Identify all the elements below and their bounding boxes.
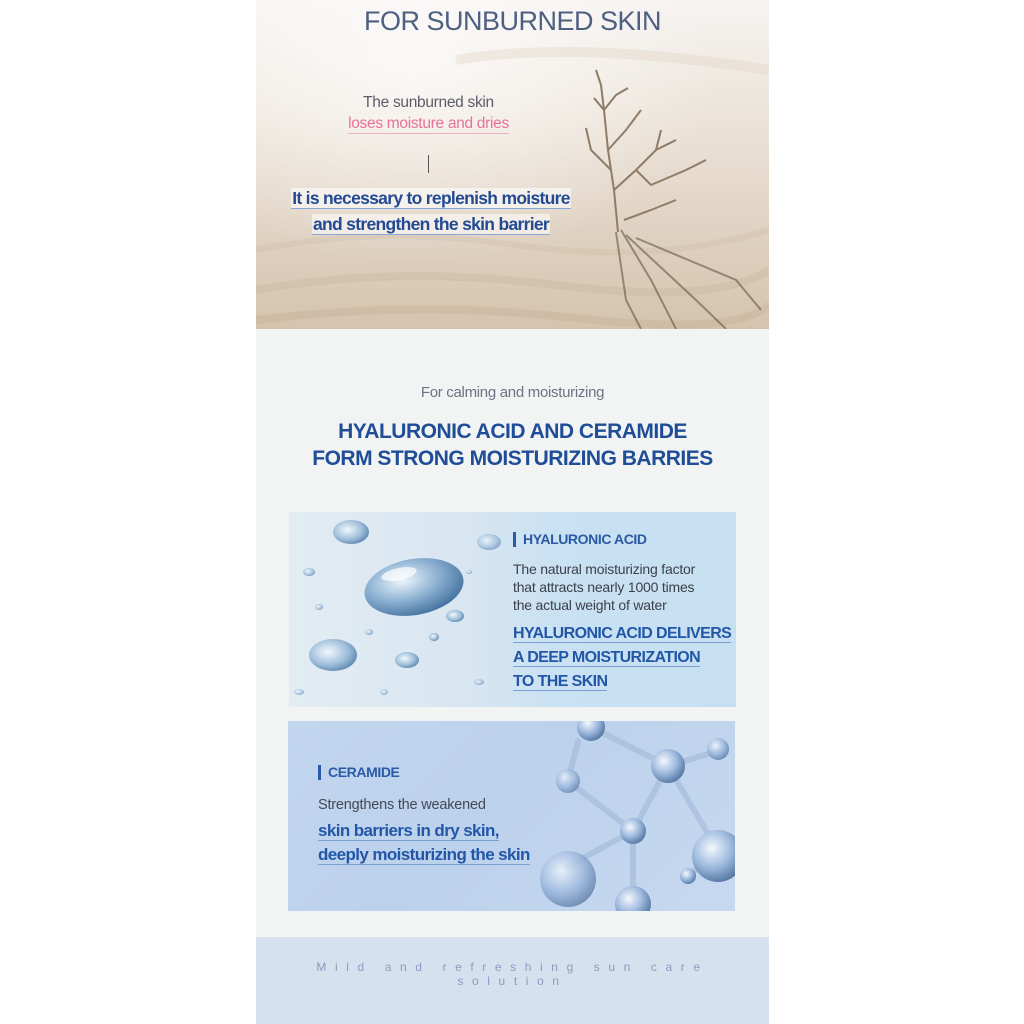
ceramide-card [288, 721, 735, 911]
section-heading: HYALURONIC ACID AND CERAMIDE [338, 420, 687, 443]
description-line: Strengthens the weakened [318, 797, 486, 813]
hyaluronic-acid-card [289, 512, 736, 707]
hero-emphasis-line: and strengthen the skin barrier [313, 214, 549, 234]
desert-sand-background [256, 0, 769, 329]
footer-tagline: Mild and refreshing sun care solution [316, 960, 709, 988]
emphasis-line: deeply moisturizing the skin [318, 845, 530, 864]
section-subtitle: For calming and moisturizing [420, 384, 605, 401]
ceramide-label: CERAMIDE [318, 764, 399, 780]
section-heading: FORM STRONG MOISTURIZING BARRIES [312, 447, 713, 470]
hero-section [256, 0, 769, 329]
emphasis-line: skin barriers in dry skin, [318, 821, 499, 840]
emphasis-line: TO THE SKIN [513, 673, 608, 690]
description-line: The natural moisturizing factor [513, 561, 696, 577]
hero-emphasis-line: It is necessary to replenish moisture [292, 188, 570, 208]
hyaluronic-acid-label: HYALURONIC ACID [513, 531, 647, 547]
molecule-illustration [288, 721, 735, 911]
product-detail-page [256, 0, 769, 1024]
divider [428, 155, 429, 173]
emphasis-line: A DEEP MOISTURIZATION [513, 649, 701, 666]
hero-text-line: The sunburned skin [363, 94, 494, 111]
emphasis-line: HYALURONIC ACID DELIVERS [513, 625, 732, 642]
footer-banner [256, 937, 769, 1024]
description-line: that attracts nearly 1000 times [513, 579, 695, 595]
description-line: the actual weight of water [513, 597, 667, 613]
page-title: FOR SUNBURNED SKIN [363, 6, 662, 36]
hero-highlight-line: loses moisture and dries [348, 115, 509, 132]
